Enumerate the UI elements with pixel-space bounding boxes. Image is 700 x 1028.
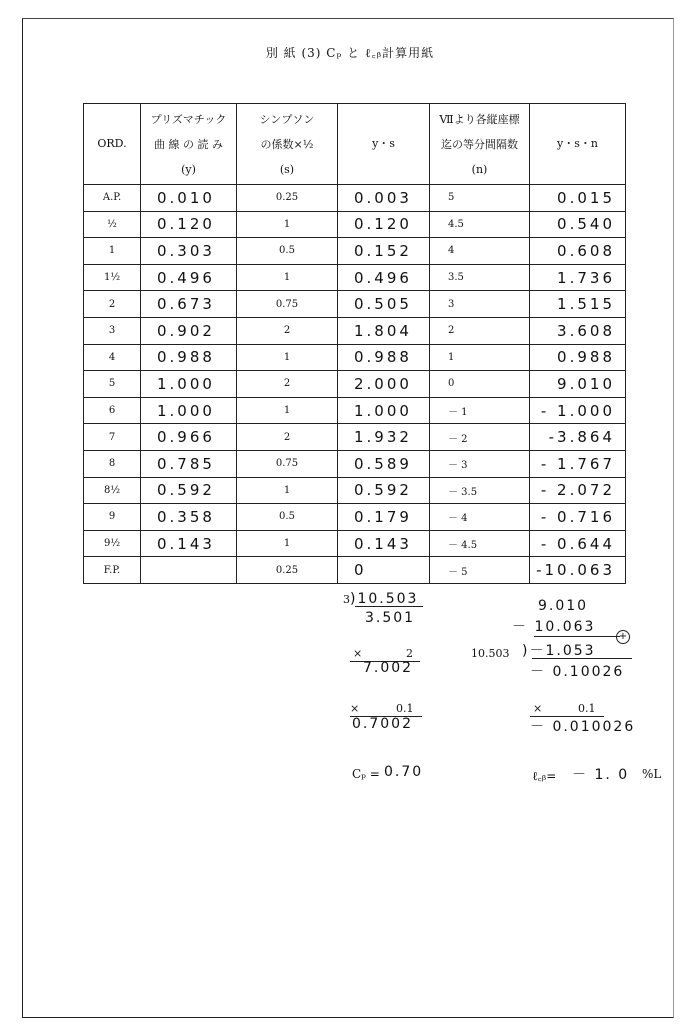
calculation-table — [83, 103, 626, 584]
cell-ord: ½ — [84, 211, 141, 238]
cell-ord: 8 — [84, 450, 141, 477]
cell-ysn: - 1.767 — [530, 450, 626, 477]
cell-ys: 0.589 — [338, 450, 430, 477]
cell-n: 5 — [430, 185, 530, 212]
cp-division: 3)10.503 — [343, 591, 419, 607]
cell-s: 1 — [237, 397, 338, 424]
cell-y: 0.496 — [141, 264, 237, 291]
cell-y: 0.988 — [141, 344, 237, 371]
cell-y: 0.673 — [141, 291, 237, 318]
cell-y: 0.120 — [141, 211, 237, 238]
plus-circle-icon: + — [616, 630, 630, 644]
cell-n: － 3.5 — [430, 477, 530, 504]
cell-ysn: - 0.644 — [530, 530, 626, 557]
cell-ord: 3 — [84, 317, 141, 344]
table-row — [84, 450, 626, 477]
table-row — [84, 211, 626, 238]
cp-result1: 7.002 — [363, 660, 414, 676]
cell-n: 1 — [430, 344, 530, 371]
cell-ys: 0.152 — [338, 238, 430, 265]
table-row — [84, 185, 626, 212]
cell-ysn: 0.015 — [530, 185, 626, 212]
lcb-dividend: )－1.053 — [522, 643, 596, 659]
cell-ys: 1.932 — [338, 424, 430, 451]
cell-ys: 0.496 — [338, 264, 430, 291]
table-row — [84, 344, 626, 371]
cp-mult2-op: × — [350, 702, 360, 715]
cell-ys: 1.804 — [338, 317, 430, 344]
header-ord: ORD. — [84, 104, 141, 185]
lcb-result: － 0.010026 — [530, 719, 636, 735]
cell-s: 1 — [237, 344, 338, 371]
cell-s: 0.5 — [237, 238, 338, 265]
table-row — [84, 530, 626, 557]
cell-ord: 4 — [84, 344, 141, 371]
cell-n: 4 — [430, 238, 530, 265]
cell-ord: 9½ — [84, 530, 141, 557]
cell-ysn: -3.864 — [530, 424, 626, 451]
cell-ysn: 0.540 — [530, 211, 626, 238]
cell-ord: 5 — [84, 371, 141, 398]
table-row — [84, 504, 626, 531]
cell-ord: 1½ — [84, 264, 141, 291]
cell-ysn: - 0.716 — [530, 504, 626, 531]
cell-y: 1.000 — [141, 397, 237, 424]
cell-s: 2 — [237, 424, 338, 451]
cell-n: 0 — [430, 371, 530, 398]
cell-ys: 0.592 — [338, 477, 430, 504]
cell-ys: 0.988 — [338, 344, 430, 371]
table-row — [84, 317, 626, 344]
cell-ord: F.P. — [84, 557, 141, 584]
cell-ys: 0.120 — [338, 211, 430, 238]
header-ysn: y・s・n — [530, 104, 626, 185]
cp-final-value: 0.70 — [384, 764, 424, 780]
cell-n: － 5 — [430, 557, 530, 584]
cell-y — [141, 557, 237, 584]
cell-ysn: 0.608 — [530, 238, 626, 265]
cell-ys: 0 — [338, 557, 430, 584]
table-row — [84, 424, 626, 451]
cp-quotient: 3.501 — [365, 610, 416, 626]
lcb-b: － 10.063 — [512, 619, 596, 635]
cell-ysn: 0.988 — [530, 344, 626, 371]
table-row — [84, 264, 626, 291]
cell-s: 0.75 — [237, 291, 338, 318]
cell-n: 4.5 — [430, 211, 530, 238]
table-row — [84, 557, 626, 584]
cell-ys: 1.000 — [338, 397, 430, 424]
cell-ys: 0.143 — [338, 530, 430, 557]
cell-s: 1 — [237, 530, 338, 557]
cell-s: 1 — [237, 211, 338, 238]
cell-s: 0.25 — [237, 557, 338, 584]
lcb-division-line — [532, 658, 632, 659]
lcb-final-value: － 1. 0 — [572, 767, 630, 783]
cell-n: － 2 — [430, 424, 530, 451]
lcb-divisor: 10.503 — [471, 647, 510, 660]
cell-ord: A.P. — [84, 185, 141, 212]
cell-s: 0.75 — [237, 450, 338, 477]
page-title: 別 紙 (3) Cₚ と ℓ꜀ᵦ計算用紙 — [265, 46, 435, 60]
lcb-quotient: － 0.10026 — [530, 664, 625, 680]
cell-n: － 4.5 — [430, 530, 530, 557]
lcb-final-unit: %L — [642, 767, 662, 781]
table-row — [84, 238, 626, 265]
cell-n: 3 — [430, 291, 530, 318]
lcb-final-label: ℓ꜀ᵦ= — [532, 769, 557, 783]
cell-ord: 1 — [84, 238, 141, 265]
cell-n: 3.5 — [430, 264, 530, 291]
cell-ord: 2 — [84, 291, 141, 318]
cell-s: 1 — [237, 264, 338, 291]
cell-ysn: 9.010 — [530, 371, 626, 398]
cell-ysn: - 2.072 — [530, 477, 626, 504]
cp-mult2-val: 0.1 — [396, 702, 414, 715]
table-header-row — [84, 104, 626, 185]
cell-y: 0.902 — [141, 317, 237, 344]
cell-ord: 9 — [84, 504, 141, 531]
cell-ys: 0.179 — [338, 504, 430, 531]
cell-n: － 1 — [430, 397, 530, 424]
cell-ysn: 1.515 — [530, 291, 626, 318]
cell-s: 1 — [237, 477, 338, 504]
cell-n: － 4 — [430, 504, 530, 531]
table-row — [84, 371, 626, 398]
cell-s: 0.25 — [237, 185, 338, 212]
cell-y: 0.143 — [141, 530, 237, 557]
cp-division-line — [355, 606, 423, 607]
cell-s: 0.5 — [237, 504, 338, 531]
cell-s: 2 — [237, 371, 338, 398]
cell-y: 1.000 — [141, 371, 237, 398]
cell-ys: 2.000 — [338, 371, 430, 398]
header-ys: y・s — [338, 104, 430, 185]
cell-n: 2 — [430, 317, 530, 344]
lcb-sum-line — [534, 636, 620, 637]
lcb-mult-op: × — [533, 702, 543, 715]
lcb-a: 9.010 — [538, 598, 589, 614]
table-row — [84, 477, 626, 504]
header-s: シンプソン の係数×½ (s) — [237, 104, 338, 185]
cell-ord: 8½ — [84, 477, 141, 504]
cell-ysn: - 1.000 — [530, 397, 626, 424]
table-row — [84, 291, 626, 318]
cp-mult1-op: × — [353, 647, 363, 660]
cell-n: － 3 — [430, 450, 530, 477]
cell-y: 0.358 — [141, 504, 237, 531]
cell-y: 0.966 — [141, 424, 237, 451]
cell-y: 0.785 — [141, 450, 237, 477]
cell-ys: 0.003 — [338, 185, 430, 212]
cell-ord: 6 — [84, 397, 141, 424]
cell-s: 2 — [237, 317, 338, 344]
cell-ord: 7 — [84, 424, 141, 451]
cell-ysn: -10.063 — [530, 557, 626, 584]
cp-result2: 0.7002 — [352, 716, 413, 732]
cell-ysn: 1.736 — [530, 264, 626, 291]
lcb-mult-val: 0.1 — [578, 702, 596, 715]
cell-ysn: 3.608 — [530, 317, 626, 344]
cell-y: 0.010 — [141, 185, 237, 212]
header-n: Ⅶより各縦座標 迄の等分間隔数 (n) — [430, 104, 530, 185]
cell-y: 0.592 — [141, 477, 237, 504]
cp-mult1-val: 2 — [406, 647, 413, 660]
header-y: プリズマチック 曲 線 の 読 み (y) — [141, 104, 237, 185]
cell-y: 0.303 — [141, 238, 237, 265]
cell-ys: 0.505 — [338, 291, 430, 318]
cp-final-label: Cₚ = — [352, 767, 380, 781]
table-row — [84, 397, 626, 424]
